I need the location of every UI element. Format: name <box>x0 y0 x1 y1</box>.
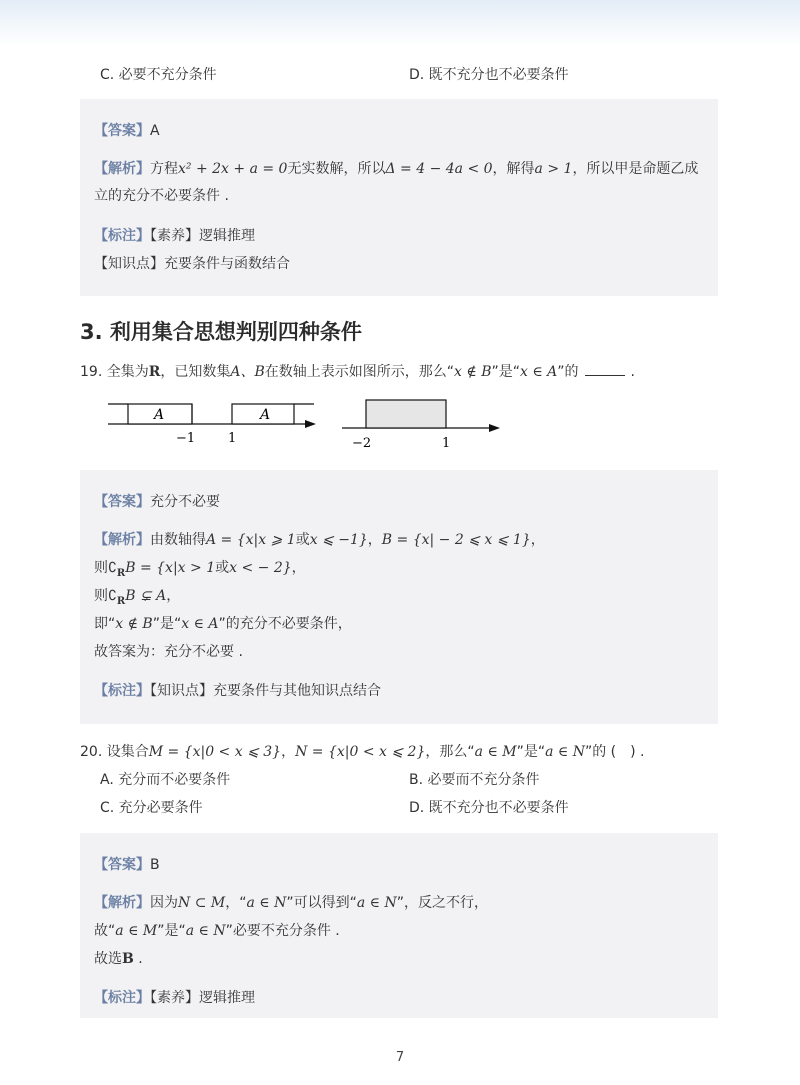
math-expression: x ⩽ −1} <box>309 532 368 548</box>
answer-value: 充分不必要 <box>150 494 220 510</box>
q18-analysis-line-2: 立的充分不必要条件 . <box>94 188 229 204</box>
analysis-text: ”可以得到“ <box>286 895 357 911</box>
analysis-text: ”是“ <box>152 616 182 632</box>
q20-stem <box>80 741 645 761</box>
q20-note-line <box>94 987 255 1007</box>
tick-label: −1 <box>176 431 196 446</box>
stem-text: ”是“ <box>491 364 520 380</box>
note-text: 【知识点】充要条件与其他知识点结合 <box>150 683 381 699</box>
q19-answer-line <box>94 491 220 511</box>
analysis-text: . <box>133 951 143 967</box>
tick-label: 1 <box>442 436 451 451</box>
analysis-text: 则 <box>94 560 108 576</box>
axis-arrow <box>305 420 316 428</box>
number-line-a <box>108 404 316 446</box>
question-number: 20. <box>80 744 103 760</box>
q20-option-a: A. 充分而不必要条件 <box>100 772 231 788</box>
answer-tag: 【答案】 <box>94 123 150 139</box>
analysis-text: ， <box>530 532 545 548</box>
analysis-tag: 【解析】 <box>94 161 150 177</box>
stem-text: ”是“ <box>516 744 546 760</box>
math-expression: a ∈ N <box>185 923 226 939</box>
page-number: 7 <box>395 1050 405 1065</box>
math-expression: B ⊊ A <box>125 588 167 604</box>
math-expression: R <box>148 364 161 380</box>
math-expression: B = {x| − 2 ⩽ x ⩽ 1} <box>381 532 531 548</box>
note-text: 【素养】逻辑推理 <box>150 228 255 244</box>
math-expression: x ∈ A <box>181 616 219 632</box>
analysis-text: ”的充分不必要条件， <box>218 616 352 632</box>
note-text: 【素养】逻辑推理 <box>150 990 255 1006</box>
q19-analysis-line-3 <box>94 585 180 607</box>
answer-value: B <box>150 857 160 873</box>
header-band <box>0 0 800 46</box>
complement-symbol: ∁ <box>108 560 117 576</box>
stem-text: ， <box>281 744 296 760</box>
math-expression: x² + 2x + a = 0 <box>178 161 288 177</box>
set-a-label: A <box>154 407 165 423</box>
note-tag: 【标注】 <box>94 228 150 244</box>
answer-blank <box>585 363 625 376</box>
analysis-text: ， <box>291 560 306 576</box>
math-expression: A、B <box>230 364 265 380</box>
tick-label: −2 <box>352 436 372 451</box>
math-expression: B = {x|x > 1 <box>125 560 216 576</box>
analysis-text: 因为 <box>150 895 178 911</box>
analysis-text: ，解得 <box>492 161 535 177</box>
q18-option-c: C. 必要不充分条件 <box>100 67 217 83</box>
complement-subscript: R <box>116 595 126 607</box>
q19-solution-box <box>80 470 718 724</box>
analysis-text: ， <box>166 588 181 604</box>
math-expression: Δ = 4 − 4a < 0 <box>385 161 493 177</box>
analysis-text: 无实数解，所以 <box>287 161 386 177</box>
q19-analysis-line-4 <box>94 613 352 633</box>
q20-option-d: D. 既不充分也不必要条件 <box>409 800 569 816</box>
analysis-text: ，“ <box>225 895 247 911</box>
complement-symbol: ∁ <box>108 588 117 604</box>
analysis-tag: 【解析】 <box>94 532 150 548</box>
math-expression: a > 1 <box>534 161 573 177</box>
analysis-text: ”，反之不行， <box>396 895 489 911</box>
stem-text: 设集合 <box>106 744 149 760</box>
note-tag: 【标注】 <box>94 683 150 699</box>
math-expression: M = {x|0 < x ⩽ 3} <box>148 744 282 760</box>
answer-tag: 【答案】 <box>94 494 150 510</box>
q20-analysis-line-3 <box>94 948 143 968</box>
stem-text: 在数轴上表示如图所示，那么“ <box>264 364 455 380</box>
set-a-label: A <box>260 407 271 423</box>
analysis-text: 则 <box>94 588 108 604</box>
tick-label: 1 <box>228 431 237 446</box>
analysis-text: ”必要不充分条件 . <box>225 923 340 939</box>
q18-analysis-line-1 <box>94 158 698 178</box>
q18-note-line <box>94 225 255 245</box>
math-expression: a ∈ N <box>545 744 585 760</box>
q20-answer-line <box>94 854 160 874</box>
q19-note-line <box>94 680 381 700</box>
math-expression: x ∉ B <box>454 364 492 380</box>
math-expression: A = {x|x ⩾ 1 <box>206 532 296 548</box>
q19-analysis-line-2 <box>94 557 306 579</box>
analysis-text: ， <box>367 532 382 548</box>
math-expression: B <box>122 951 134 967</box>
q18-option-d: D. 既不充分也不必要条件 <box>409 67 569 83</box>
stem-text: 全集为 <box>106 364 149 380</box>
math-expression: N = {x|0 < x ⩽ 2} <box>295 744 426 760</box>
analysis-text: ”是“ <box>157 923 186 939</box>
analysis-text: 故“ <box>94 923 116 939</box>
analysis-text: 故选 <box>94 951 122 967</box>
answer-tag: 【答案】 <box>94 857 150 873</box>
q19-stem <box>80 361 635 381</box>
stem-text: . <box>630 364 635 380</box>
analysis-text: 或 <box>215 560 230 576</box>
q18-solution-box <box>80 99 718 296</box>
analysis-text: ，所以甲是命题乙成 <box>572 161 699 177</box>
analysis-text: 由数轴得 <box>150 532 206 548</box>
math-expression: N ⊂ M <box>178 895 226 911</box>
analysis-text: 即“ <box>94 616 116 632</box>
math-expression: a ∈ N <box>246 895 287 911</box>
math-expression: x < − 2} <box>229 560 292 576</box>
q20-option-b: B. 必要而不充分条件 <box>409 772 540 788</box>
set-b-box <box>366 400 446 428</box>
complement-subscript: R <box>116 567 126 579</box>
analysis-text: 或 <box>295 532 310 548</box>
section-heading: 3. 利用集合思想判别四种条件 <box>80 320 362 344</box>
stem-text: ，那么“ <box>425 744 475 760</box>
question-number: 19. <box>80 364 103 380</box>
answer-value: A <box>150 123 160 139</box>
math-expression: a ∈ M <box>115 923 158 939</box>
axis-arrow <box>489 424 500 432</box>
q20-solution-box <box>80 833 718 1018</box>
q19-analysis-line-1 <box>94 529 545 549</box>
stem-text: ，已知数集 <box>160 364 231 380</box>
math-expression: a ∈ M <box>474 744 517 760</box>
note-tag: 【标注】 <box>94 990 150 1006</box>
number-line-figure <box>100 394 510 456</box>
q18-knowledge-line: 【知识点】充要条件与函数结合 <box>94 256 290 272</box>
math-expression: x ∈ A <box>520 364 558 380</box>
stem-text: ”的 <box>557 364 579 380</box>
q19-analysis-line-5: 故答案为：充分不必要 . <box>94 644 243 660</box>
q20-analysis-line-2 <box>94 920 340 940</box>
math-expression: x ∉ B <box>115 616 153 632</box>
analysis-text: 方程 <box>150 161 178 177</box>
number-line-b <box>342 400 500 451</box>
analysis-tag: 【解析】 <box>94 895 150 911</box>
q18-answer-line <box>94 120 160 140</box>
q20-option-c: C. 充分必要条件 <box>100 800 203 816</box>
stem-text: ”的 ( ) . <box>584 744 645 760</box>
q20-analysis-line-1 <box>94 892 488 912</box>
math-expression: a ∈ N <box>356 895 397 911</box>
